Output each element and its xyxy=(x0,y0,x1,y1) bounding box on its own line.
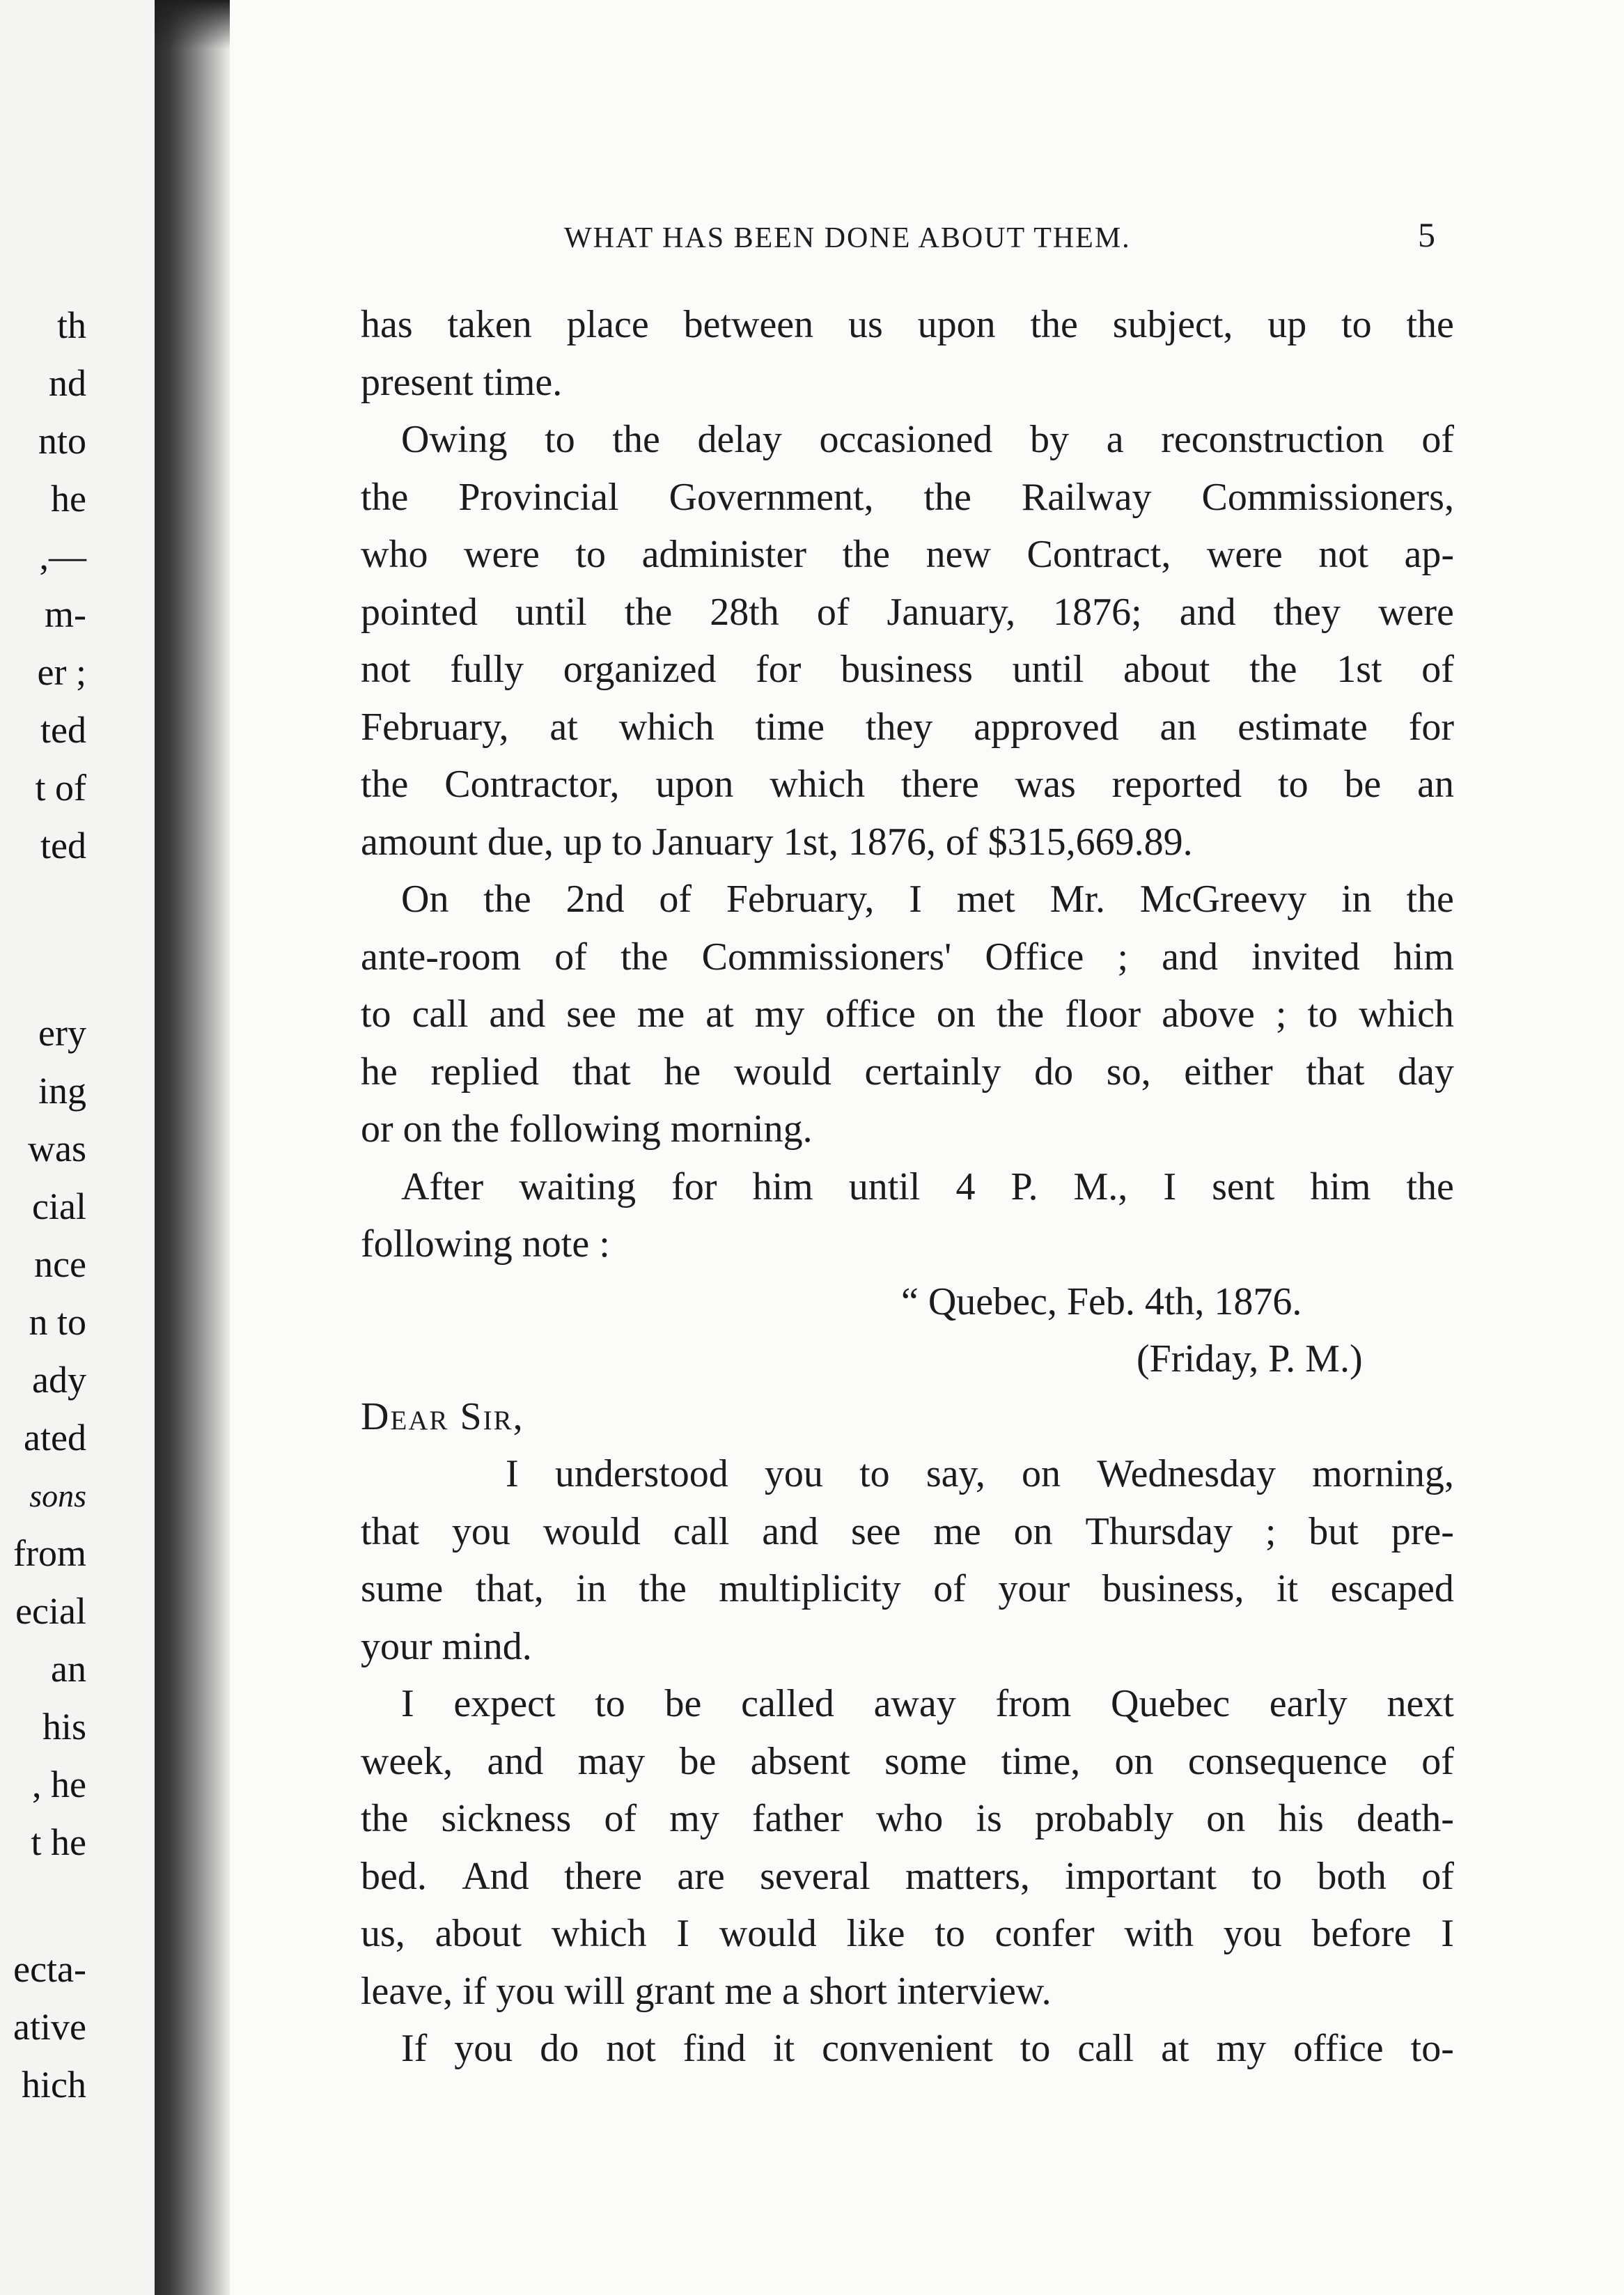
left-page-line: an xyxy=(51,1648,86,1690)
left-page-line: nto xyxy=(38,420,86,462)
text-line: leave, if you will grant me a short interview. xyxy=(361,1969,1052,2013)
text-line: I expect to be called away from Quebec early next xyxy=(401,1682,1454,1725)
left-page-line: from xyxy=(13,1532,86,1574)
left-page-line: sons xyxy=(29,1478,86,1514)
text-line: February, at which time they approved an estimate for xyxy=(361,705,1454,749)
text-line: pointed until the 28th of January, 1876; and they were xyxy=(361,590,1454,634)
text-line: to call and see me at my office on the floor above ; to which xyxy=(361,993,1454,1036)
text-line: present time. xyxy=(361,360,563,404)
left-page-line: m- xyxy=(45,593,86,635)
left-page-line: th xyxy=(56,304,86,346)
left-page-line: ated xyxy=(24,1417,86,1458)
left-page-line: ative xyxy=(13,2006,86,2048)
text-line: he replied that he would certainly do so, either that day xyxy=(361,1050,1454,1094)
text-line: “ Quebec, Feb. 4th, 1876. xyxy=(901,1279,1302,1323)
running-head: WHAT HAS BEEN DONE ABOUT THEM. xyxy=(564,222,1131,254)
text-line: If you do not find it convenient to call at my office to- xyxy=(401,2027,1454,2070)
left-page-line: ery xyxy=(38,1012,86,1054)
gutter-top-shadow xyxy=(155,0,231,49)
left-page-line: , he xyxy=(32,1764,86,1805)
text-line: has taken place between us upon the subject, up to the xyxy=(361,303,1454,346)
left-page-line: ecta- xyxy=(13,1948,86,1990)
body-text xyxy=(361,296,1454,2078)
left-facing-page-fragment xyxy=(0,0,162,2295)
text-line: sume that, in the multiplicity of your business, it escaped xyxy=(361,1567,1454,1610)
text-line: bed. And there are several matters, important to both of xyxy=(361,1854,1454,1898)
text-line: week, and may be absent some time, on consequence of xyxy=(361,1739,1454,1783)
left-page-line: he xyxy=(51,478,86,520)
text-line: (Friday, P. M.) xyxy=(1137,1337,1363,1380)
left-page-line: was xyxy=(28,1128,86,1169)
text-line: the sickness of my father who is probably on his death- xyxy=(361,1797,1454,1840)
text-line: Owing to the delay occasioned by a reconstruction of xyxy=(401,418,1454,461)
left-page-line: cial xyxy=(32,1185,86,1227)
left-page-line: ted xyxy=(40,825,86,866)
left-page-line: ecial xyxy=(15,1590,86,1632)
left-page-line: hich xyxy=(22,2064,86,2106)
text-line: I understood you to say, on Wednesday morning, xyxy=(506,1452,1454,1495)
left-page-line: n to xyxy=(29,1301,86,1343)
text-line: Dear Sir, xyxy=(361,1394,524,1438)
text-line: the Contractor, upon which there was reported to be an xyxy=(361,763,1454,806)
text-line: or on the following morning. xyxy=(361,1107,813,1151)
left-page-line: t of xyxy=(35,767,86,809)
left-page-line: his xyxy=(42,1706,86,1748)
text-line: your mind. xyxy=(361,1624,532,1668)
left-page-line: ady xyxy=(32,1359,86,1401)
left-page-line: t he xyxy=(31,1821,86,1863)
text-line: who were to administer the new Contract, were not ap- xyxy=(361,533,1454,576)
text-line: On the 2nd of February, I met Mr. McGreevy in the xyxy=(401,878,1454,921)
left-page-line: er ; xyxy=(37,651,86,693)
text-line: the Provincial Government, the Railway Commissioners, xyxy=(361,475,1454,519)
text-line: us, about which I would like to confer with you before I xyxy=(361,1912,1454,1955)
text-line: that you would call and see me on Thursday ; but pre- xyxy=(361,1509,1454,1553)
left-page-line: ing xyxy=(38,1070,86,1112)
left-page-line: ted xyxy=(40,709,86,751)
left-page-line: nce xyxy=(34,1243,86,1285)
text-line: not fully organized for business until about the 1st of xyxy=(361,648,1454,691)
text-line: amount due, up to January 1st, 1876, of $315,669.89. xyxy=(361,820,1193,864)
left-page-line: nd xyxy=(49,362,86,404)
text-line: ante-room of the Commissioners' Office ; and invited him xyxy=(361,935,1454,979)
book-gutter-shadow xyxy=(155,0,230,2295)
left-page-line: ,— xyxy=(39,536,86,577)
text-line: After waiting for him until 4 P. M., I sent him the xyxy=(401,1165,1454,1208)
page-number: 5 xyxy=(1418,215,1435,254)
text-line: following note : xyxy=(361,1222,610,1266)
